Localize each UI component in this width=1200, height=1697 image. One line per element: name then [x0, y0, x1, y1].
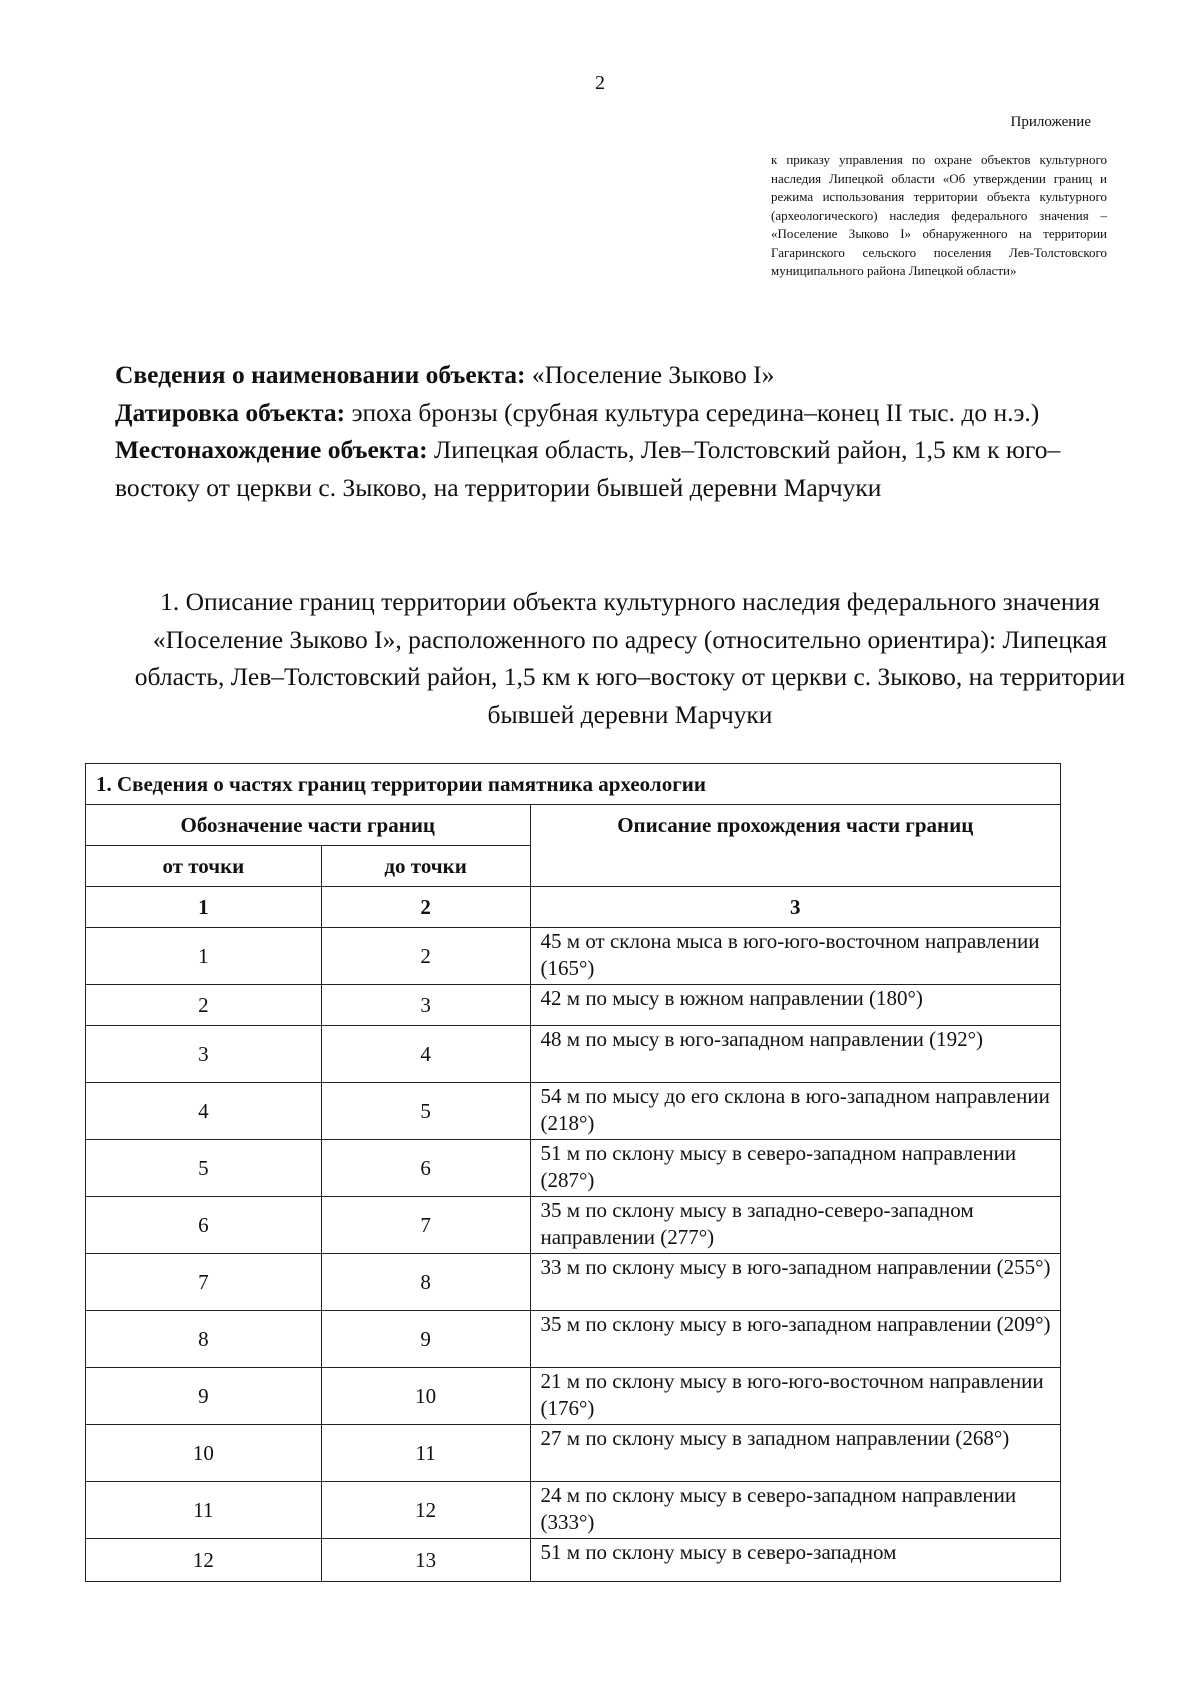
column-number: 2 [321, 887, 530, 928]
column-number: 3 [530, 887, 1060, 928]
boundary-description: 42 м по мысу в южном направлении (180°) [530, 985, 1060, 1026]
boundary-description: 48 м по мысу в юго-западном направлении (192°) [530, 1026, 1060, 1083]
table-caption: 1. Сведения о частях границ территории памятника археологии [86, 764, 1061, 805]
from-point: 5 [86, 1140, 322, 1197]
to-point: 9 [321, 1311, 530, 1368]
to-point: 2 [321, 928, 530, 985]
object-info [115, 356, 1115, 506]
to-point: 8 [321, 1254, 530, 1311]
object-dating-label: Датировка объекта: [115, 397, 346, 427]
table-row [86, 1083, 1061, 1140]
boundary-table [85, 763, 1061, 1582]
table-row [86, 928, 1061, 985]
boundary-description: 24 м по склону мысу в северо-западном направлении (333°) [530, 1482, 1060, 1539]
object-location-label: Местонахождение объекта: [115, 435, 428, 464]
object-name-line [115, 356, 1115, 394]
to-point: 7 [321, 1197, 530, 1254]
table-row [86, 1482, 1061, 1539]
to-point: 10 [321, 1368, 530, 1425]
from-point: 1 [86, 928, 322, 985]
table-row [86, 1539, 1061, 1582]
boundary-description: 27 м по склону мысу в западном направлении (268°) [530, 1425, 1060, 1482]
boundary-description: 54 м по мысу до его склона в юго-западном направлении (218°) [530, 1083, 1060, 1140]
from-point: 2 [86, 985, 322, 1026]
table-row [86, 985, 1061, 1026]
header-boundary-parts: Обозначение части границ [86, 805, 531, 846]
table-row [86, 1368, 1061, 1425]
section-heading: 1. Описание границ территории объекта культурного наследия федерального значения «Поселение Зыково I», расположенного по адресу (относительно ориентира): Липецкая область, Лев–Толстовский район, 1,5 км к юго–востоку от церкви с. Зыково, на территории бывшей деревни Марчуки [134, 587, 1126, 729]
object-dating-line [115, 394, 1115, 432]
from-point: 12 [86, 1539, 322, 1582]
from-point: 8 [86, 1311, 322, 1368]
from-point: 11 [86, 1482, 322, 1539]
page-number: 2 [595, 72, 605, 94]
table-row [86, 1197, 1061, 1254]
from-point: 9 [86, 1368, 322, 1425]
table-row [86, 1254, 1061, 1311]
from-point: 6 [86, 1197, 322, 1254]
boundary-description: 35 м по склону мысу в западно-северо-западном направлении (277°) [530, 1197, 1060, 1254]
header-description: Описание прохождения части границ [530, 805, 1060, 887]
boundary-description: 51 м по склону мысу в северо-западном направлении (287°) [530, 1140, 1060, 1197]
from-point: 10 [86, 1425, 322, 1482]
object-location-line [115, 431, 1115, 506]
boundary-description: 35 м по склону мысу в юго-западном направлении (209°) [530, 1311, 1060, 1368]
table-row [86, 1026, 1061, 1083]
object-dating-value: эпоха бронзы (срубная культура середина–конец II тыс. до н.э.) [345, 397, 1040, 427]
table-row [86, 1425, 1061, 1482]
to-point: 12 [321, 1482, 530, 1539]
from-point: 7 [86, 1254, 322, 1311]
object-location-value: Липецкая область, Лев–Толстовский район, 1,5 км к юго–востоку от церкви с. Зыково, на территории бывшей деревни Марчуки [115, 435, 1061, 502]
to-point: 5 [321, 1083, 530, 1140]
from-point: 3 [86, 1026, 322, 1083]
column-number: 1 [86, 887, 322, 928]
to-point: 6 [321, 1140, 530, 1197]
to-point: 4 [321, 1026, 530, 1083]
from-point: 4 [86, 1083, 322, 1140]
boundary-description: 21 м по склону мысу в юго-юго-восточном направлении (176°) [530, 1368, 1060, 1425]
appendix-title: Приложение [1010, 114, 1091, 130]
to-point: 3 [321, 985, 530, 1026]
to-point: 11 [321, 1425, 530, 1482]
table-row [86, 1311, 1061, 1368]
boundary-description: 33 м по склону мысу в юго-западном направлении (255°) [530, 1254, 1060, 1311]
table-row [86, 1140, 1061, 1197]
header-to-point: до точки [321, 846, 530, 887]
appendix-text: к приказу управления по охране объектов культурного наследия Липецкой области «Об утверждении границ и режима использования территории объекта культурного (археологического) наследия федерального значения – «Поселение Зыково I» обнаруженного на территории Гагаринского сельского поселения Лев-Толстовского муниципального района Липецкой области» [771, 152, 1107, 278]
object-name-label: Сведения о наименовании объекта: [115, 360, 526, 389]
header-from-point: от точки [86, 846, 322, 887]
boundary-description: 45 м от склона мыса в юго-юго-восточном направлении (165°) [530, 928, 1060, 985]
boundary-description: 51 м по склону мысу в северо-западном [530, 1539, 1060, 1582]
to-point: 13 [321, 1539, 530, 1582]
object-name-value: «Поселение Зыково I» [525, 360, 775, 389]
